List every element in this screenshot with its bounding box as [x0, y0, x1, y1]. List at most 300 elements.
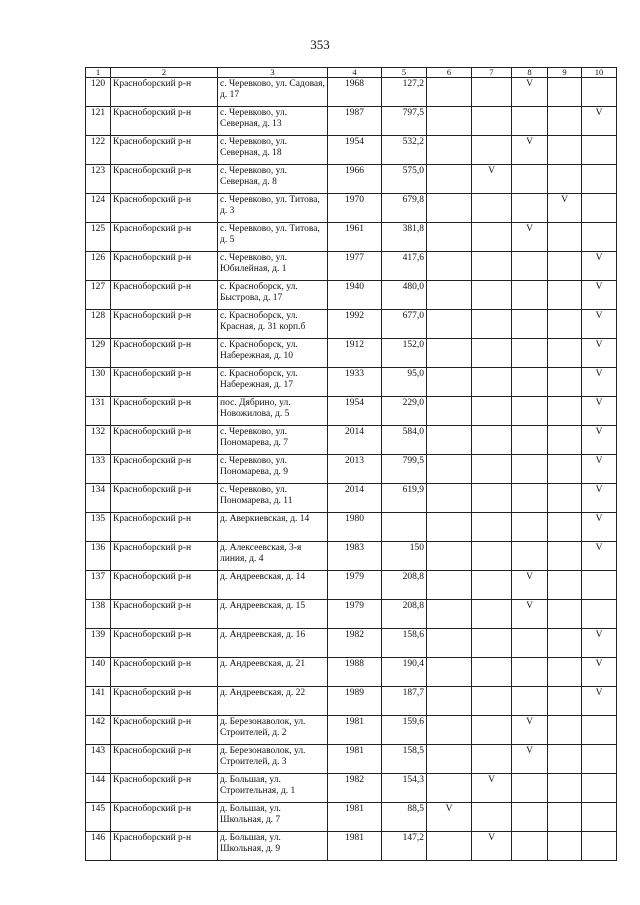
row-number: 121 [86, 107, 111, 136]
district-cell: Красноборский р-н [111, 774, 218, 803]
row-number: 124 [86, 194, 111, 223]
mark-cell: V [512, 78, 548, 107]
column-header: 7 [472, 68, 512, 78]
mark-cell [472, 745, 512, 774]
address-cell: с. Черевково, ул. Садовая, д. 17 [218, 78, 328, 107]
area-cell: 190,4 [382, 658, 427, 687]
year-cell: 1977 [328, 252, 382, 281]
row-number: 131 [86, 397, 111, 426]
mark-cell [427, 542, 472, 571]
mark-cell [427, 774, 472, 803]
mark-cell [472, 310, 512, 339]
mark-cell [548, 78, 582, 107]
district-cell: Красноборский р-н [111, 281, 218, 310]
mark-cell [427, 136, 472, 165]
address-cell: с. Черевково, ул. Пономарева, д. 7 [218, 426, 328, 455]
area-cell: 150 [382, 542, 427, 571]
address-cell: д. Большая, ул. Школьная, д. 7 [218, 803, 328, 832]
mark-cell [472, 542, 512, 571]
year-cell: 1988 [328, 658, 382, 687]
mark-cell [548, 368, 582, 397]
mark-cell [548, 600, 582, 629]
district-cell: Красноборский р-н [111, 136, 218, 165]
mark-cell [582, 745, 617, 774]
mark-cell [472, 339, 512, 368]
table-row [86, 397, 617, 426]
district-cell: Красноборский р-н [111, 194, 218, 223]
district-cell: Красноборский р-н [111, 426, 218, 455]
year-cell: 1954 [328, 397, 382, 426]
mark-cell [472, 78, 512, 107]
area-cell: 679,8 [382, 194, 427, 223]
address-cell: с. Черевково, ул. Пономарева, д. 11 [218, 484, 328, 513]
mark-cell [512, 832, 548, 861]
table-body [86, 68, 617, 861]
mark-cell [472, 600, 512, 629]
year-cell: 2013 [328, 455, 382, 484]
table-row [86, 600, 617, 629]
row-number: 143 [86, 745, 111, 774]
mark-cell: V [582, 658, 617, 687]
area-cell: 417,6 [382, 252, 427, 281]
mark-cell: V [472, 165, 512, 194]
table-row [86, 513, 617, 542]
mark-cell [427, 484, 472, 513]
row-number: 132 [86, 426, 111, 455]
address-cell: д. Аверкиевская, д. 14 [218, 513, 328, 542]
mark-cell [472, 223, 512, 252]
mark-cell: V [582, 252, 617, 281]
mark-cell [548, 455, 582, 484]
year-cell: 1912 [328, 339, 382, 368]
header-row [86, 68, 617, 78]
row-number: 135 [86, 513, 111, 542]
mark-cell [512, 194, 548, 223]
mark-cell: V [582, 397, 617, 426]
mark-cell [582, 165, 617, 194]
mark-cell [472, 397, 512, 426]
mark-cell: V [512, 223, 548, 252]
mark-cell: V [582, 484, 617, 513]
mark-cell [548, 223, 582, 252]
year-cell: 1981 [328, 803, 382, 832]
mark-cell: V [512, 600, 548, 629]
year-cell: 1954 [328, 136, 382, 165]
row-number: 139 [86, 629, 111, 658]
district-cell: Красноборский р-н [111, 310, 218, 339]
district-cell: Красноборский р-н [111, 687, 218, 716]
district-cell: Красноборский р-н [111, 78, 218, 107]
mark-cell [548, 571, 582, 600]
area-cell: 208,8 [382, 571, 427, 600]
mark-cell [427, 252, 472, 281]
mark-cell [427, 600, 472, 629]
mark-cell [472, 136, 512, 165]
mark-cell [427, 107, 472, 136]
mark-cell [472, 687, 512, 716]
area-cell: 159,6 [382, 716, 427, 745]
row-number: 146 [86, 832, 111, 861]
mark-cell [512, 774, 548, 803]
table-row [86, 107, 617, 136]
mark-cell [582, 136, 617, 165]
area-cell: 88,5 [382, 803, 427, 832]
address-cell: пос. Дябрино, ул. Новожилова, д. 5 [218, 397, 328, 426]
district-cell: Красноборский р-н [111, 658, 218, 687]
column-header: 4 [328, 68, 382, 78]
district-cell: Красноборский р-н [111, 455, 218, 484]
mark-cell [582, 78, 617, 107]
mark-cell [548, 339, 582, 368]
area-cell: 158,5 [382, 745, 427, 774]
district-cell: Красноборский р-н [111, 745, 218, 774]
year-cell: 1981 [328, 716, 382, 745]
row-number: 144 [86, 774, 111, 803]
area-cell: 187,7 [382, 687, 427, 716]
address-cell: с. Красноборск, ул. Быстрова, д. 17 [218, 281, 328, 310]
mark-cell [548, 136, 582, 165]
mark-cell [472, 252, 512, 281]
mark-cell [427, 310, 472, 339]
year-cell: 1966 [328, 165, 382, 194]
district-cell: Красноборский р-н [111, 629, 218, 658]
address-cell: с. Черевково, ул. Пономарева, д. 9 [218, 455, 328, 484]
table-row [86, 310, 617, 339]
mark-cell: V [472, 774, 512, 803]
mark-cell [427, 513, 472, 542]
area-cell [382, 513, 427, 542]
mark-cell [427, 716, 472, 745]
district-cell: Красноборский р-н [111, 165, 218, 194]
mark-cell [548, 426, 582, 455]
row-number: 145 [86, 803, 111, 832]
column-header: 5 [382, 68, 427, 78]
column-header: 2 [111, 68, 218, 78]
mark-cell [472, 629, 512, 658]
table-row [86, 832, 617, 861]
address-cell: с. Красноборск, ул. Набережная, д. 10 [218, 339, 328, 368]
year-cell: 1987 [328, 107, 382, 136]
mark-cell: V [582, 629, 617, 658]
mark-cell [472, 484, 512, 513]
district-cell: Красноборский р-н [111, 397, 218, 426]
mark-cell [512, 310, 548, 339]
table-row [86, 484, 617, 513]
table-row [86, 252, 617, 281]
table-row [86, 194, 617, 223]
row-number: 127 [86, 281, 111, 310]
table-row [86, 774, 617, 803]
mark-cell [548, 542, 582, 571]
column-header: 10 [582, 68, 617, 78]
area-cell: 147,2 [382, 832, 427, 861]
area-cell: 799,5 [382, 455, 427, 484]
area-cell: 584,0 [382, 426, 427, 455]
mark-cell [427, 223, 472, 252]
table-row [86, 571, 617, 600]
address-cell: с. Черевково, ул. Титова, д. 3 [218, 194, 328, 223]
mark-cell [472, 107, 512, 136]
mark-cell [472, 281, 512, 310]
mark-cell [472, 426, 512, 455]
table-row [86, 542, 617, 571]
table-row [86, 339, 617, 368]
mark-cell [582, 571, 617, 600]
mark-cell [512, 687, 548, 716]
mark-cell [582, 832, 617, 861]
mark-cell: V [472, 832, 512, 861]
address-cell: д. Березонаволок, ул. Строителей, д. 3 [218, 745, 328, 774]
row-number: 125 [86, 223, 111, 252]
mark-cell: V [582, 426, 617, 455]
mark-cell: V [512, 716, 548, 745]
mark-cell [548, 484, 582, 513]
district-cell: Красноборский р-н [111, 252, 218, 281]
table-row [86, 368, 617, 397]
year-cell: 1979 [328, 571, 382, 600]
district-cell: Красноборский р-н [111, 542, 218, 571]
table-row [86, 658, 617, 687]
mark-cell [512, 426, 548, 455]
table-row [86, 455, 617, 484]
mark-cell: V [582, 107, 617, 136]
row-number: 129 [86, 339, 111, 368]
mark-cell [548, 716, 582, 745]
mark-cell: V [582, 455, 617, 484]
area-cell: 381,8 [382, 223, 427, 252]
column-header: 6 [427, 68, 472, 78]
mark-cell [472, 658, 512, 687]
table-row [86, 78, 617, 107]
year-cell: 1989 [328, 687, 382, 716]
mark-cell [512, 455, 548, 484]
mark-cell [427, 687, 472, 716]
area-cell: 797,5 [382, 107, 427, 136]
address-cell: с. Красноборск, ул. Красная, д. 31 корп.б [218, 310, 328, 339]
mark-cell [548, 281, 582, 310]
area-cell: 152,0 [382, 339, 427, 368]
mark-cell [427, 339, 472, 368]
mark-cell: V [582, 513, 617, 542]
mark-cell [548, 832, 582, 861]
row-number: 133 [86, 455, 111, 484]
address-cell: д. Андреевская, д. 14 [218, 571, 328, 600]
address-cell: с. Черевково, ул. Северная, д. 8 [218, 165, 328, 194]
address-cell: д. Большая, ул. Строительная, д. 1 [218, 774, 328, 803]
address-cell: д. Андреевская, д. 21 [218, 658, 328, 687]
district-cell: Красноборский р-н [111, 716, 218, 745]
year-cell: 1982 [328, 629, 382, 658]
area-cell: 158,6 [382, 629, 427, 658]
column-header: 3 [218, 68, 328, 78]
year-cell: 2014 [328, 426, 382, 455]
mark-cell: V [582, 368, 617, 397]
year-cell: 1940 [328, 281, 382, 310]
mark-cell [582, 600, 617, 629]
district-cell: Красноборский р-н [111, 223, 218, 252]
mark-cell [427, 426, 472, 455]
district-cell: Красноборский р-н [111, 803, 218, 832]
row-number: 140 [86, 658, 111, 687]
area-cell: 127,2 [382, 78, 427, 107]
address-cell: с. Красноборск, ул. Набережная, д. 17 [218, 368, 328, 397]
mark-cell: V [582, 339, 617, 368]
mark-cell [512, 513, 548, 542]
year-cell: 1981 [328, 832, 382, 861]
mark-cell [582, 803, 617, 832]
area-cell: 95,0 [382, 368, 427, 397]
row-number: 137 [86, 571, 111, 600]
row-number: 138 [86, 600, 111, 629]
row-number: 123 [86, 165, 111, 194]
district-cell: Красноборский р-н [111, 484, 218, 513]
mark-cell [582, 774, 617, 803]
year-cell: 1992 [328, 310, 382, 339]
mark-cell [582, 194, 617, 223]
address-cell: д. Андреевская, д. 15 [218, 600, 328, 629]
table-row [86, 687, 617, 716]
year-cell: 1933 [328, 368, 382, 397]
column-header: 1 [86, 68, 111, 78]
mark-cell [548, 803, 582, 832]
mark-cell [512, 542, 548, 571]
mark-cell [512, 397, 548, 426]
district-cell: Красноборский р-н [111, 513, 218, 542]
row-number: 141 [86, 687, 111, 716]
housing-table [85, 67, 617, 861]
area-cell: 677,0 [382, 310, 427, 339]
year-cell: 1970 [328, 194, 382, 223]
area-cell: 154,3 [382, 774, 427, 803]
mark-cell [548, 397, 582, 426]
mark-cell [548, 687, 582, 716]
district-cell: Красноборский р-н [111, 832, 218, 861]
mark-cell [427, 658, 472, 687]
mark-cell [548, 310, 582, 339]
table-row [86, 165, 617, 194]
mark-cell [548, 513, 582, 542]
mark-cell [512, 252, 548, 281]
year-cell: 1979 [328, 600, 382, 629]
table-row [86, 136, 617, 165]
mark-cell [548, 252, 582, 281]
mark-cell [512, 339, 548, 368]
mark-cell [472, 368, 512, 397]
mark-cell [427, 194, 472, 223]
mark-cell [582, 223, 617, 252]
table-row [86, 426, 617, 455]
mark-cell [512, 281, 548, 310]
mark-cell [512, 368, 548, 397]
address-cell: с. Черевково, ул. Титова, д. 5 [218, 223, 328, 252]
district-cell: Красноборский р-н [111, 600, 218, 629]
mark-cell [427, 455, 472, 484]
year-cell: 2014 [328, 484, 382, 513]
mark-cell: V [582, 281, 617, 310]
year-cell: 1983 [328, 542, 382, 571]
address-cell: д. Андреевская, д. 22 [218, 687, 328, 716]
mark-cell [472, 194, 512, 223]
mark-cell [472, 455, 512, 484]
district-cell: Красноборский р-н [111, 339, 218, 368]
column-header: 8 [512, 68, 548, 78]
address-cell: с. Черевково, ул. Юбилейная, д. 1 [218, 252, 328, 281]
mark-cell [512, 658, 548, 687]
area-cell: 208,8 [382, 600, 427, 629]
mark-cell [582, 716, 617, 745]
area-cell: 619,9 [382, 484, 427, 513]
row-number: 134 [86, 484, 111, 513]
mark-cell [427, 629, 472, 658]
address-cell: д. Большая, ул. Школьная, д. 9 [218, 832, 328, 861]
address-cell: с. Черевково, ул. Северная, д. 13 [218, 107, 328, 136]
mark-cell: V [427, 803, 472, 832]
row-number: 128 [86, 310, 111, 339]
mark-cell [472, 513, 512, 542]
year-cell: 1968 [328, 78, 382, 107]
mark-cell [427, 745, 472, 774]
mark-cell [427, 368, 472, 397]
mark-cell [427, 281, 472, 310]
table-row [86, 716, 617, 745]
table-row [86, 223, 617, 252]
table-row [86, 629, 617, 658]
area-cell: 229,0 [382, 397, 427, 426]
mark-cell [512, 107, 548, 136]
mark-cell [512, 629, 548, 658]
mark-cell: V [582, 542, 617, 571]
row-number: 142 [86, 716, 111, 745]
district-cell: Красноборский р-н [111, 107, 218, 136]
mark-cell [472, 716, 512, 745]
mark-cell [512, 165, 548, 194]
mark-cell [548, 774, 582, 803]
table-row [86, 281, 617, 310]
district-cell: Красноборский р-н [111, 571, 218, 600]
mark-cell: V [512, 745, 548, 774]
address-cell: д. Алексеевская, 3-я линия, д. 4 [218, 542, 328, 571]
mark-cell: V [582, 687, 617, 716]
mark-cell [548, 745, 582, 774]
mark-cell [548, 165, 582, 194]
mark-cell: V [582, 310, 617, 339]
row-number: 126 [86, 252, 111, 281]
mark-cell [427, 78, 472, 107]
mark-cell [427, 397, 472, 426]
mark-cell [427, 832, 472, 861]
mark-cell [472, 803, 512, 832]
mark-cell [512, 484, 548, 513]
address-cell: с. Черевково, ул. Северная, д. 18 [218, 136, 328, 165]
mark-cell [548, 658, 582, 687]
year-cell: 1980 [328, 513, 382, 542]
mark-cell: V [548, 194, 582, 223]
page-number: 353 [310, 37, 330, 52]
mark-cell [427, 571, 472, 600]
mark-cell [472, 571, 512, 600]
table-row [86, 803, 617, 832]
mark-cell [427, 165, 472, 194]
mark-cell: V [512, 136, 548, 165]
area-cell: 575,0 [382, 165, 427, 194]
area-cell: 532,2 [382, 136, 427, 165]
row-number: 120 [86, 78, 111, 107]
mark-cell [548, 629, 582, 658]
mark-cell [548, 107, 582, 136]
address-cell: д. Андреевская, д. 16 [218, 629, 328, 658]
row-number: 122 [86, 136, 111, 165]
district-cell: Красноборский р-н [111, 368, 218, 397]
